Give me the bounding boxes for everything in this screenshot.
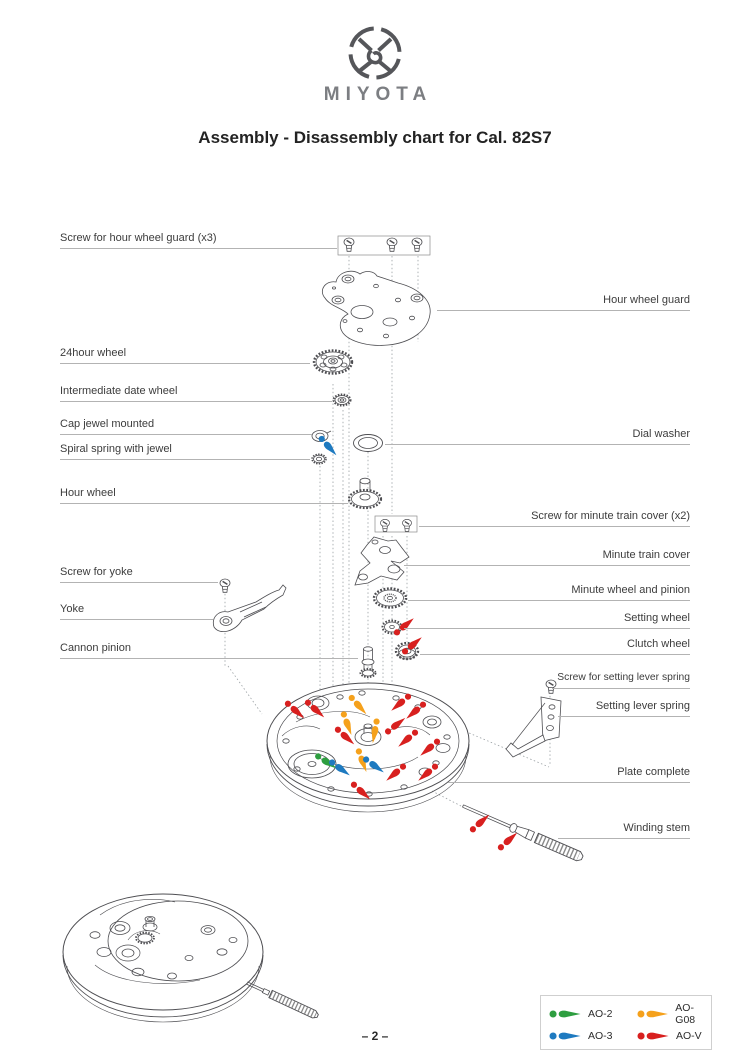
label-winding-stem: Winding stem: [558, 821, 690, 839]
spiral-spring-drawing: [312, 454, 326, 464]
green-arrow-icon: [549, 1007, 583, 1021]
label-setting-wheel: Setting wheel: [404, 611, 690, 629]
legend-item-ao2: [549, 1002, 637, 1026]
page-title: Assembly - Disassembly chart for Cal. 82S7: [198, 128, 552, 147]
legend-label: AO-G08: [675, 1002, 696, 1026]
label-screw-for-yoke: Screw for yoke: [60, 565, 218, 583]
brand-name: MIYOTA: [323, 84, 433, 105]
label-screw-minute-train-cover: Screw for minute train cover (x2): [419, 509, 690, 527]
label-24hour-wheel: 24hour wheel: [60, 346, 310, 364]
label-plate-complete: Plate complete: [448, 765, 690, 783]
label-cap-jewel-mounted: Cap jewel mounted: [60, 417, 312, 435]
screws-hour-wheel-guard: [338, 236, 430, 255]
hour-wheel-guard-drawing: [322, 271, 430, 345]
label-minute-train-cover: Minute train cover: [404, 548, 690, 566]
legend-label: AO-2: [588, 1008, 613, 1020]
legend-label: AO-3: [588, 1030, 613, 1042]
legend-item-aog08: [637, 1002, 713, 1026]
label-screw-hour-wheel-guard: Screw for hour wheel guard (x3): [60, 231, 337, 249]
hour-wheel-drawing: [349, 478, 381, 508]
label-clutch-wheel: Clutch wheel: [420, 637, 690, 655]
screws-minute-train-cover: [375, 516, 417, 532]
minute-train-cover-drawing: [355, 537, 409, 585]
assembled-movement-drawing: [63, 894, 319, 1022]
label-cannon-pinion: Cannon pinion: [60, 641, 358, 659]
label-minute-wheel-and-pinion: Minute wheel and pinion: [408, 583, 690, 601]
label-dial-washer: Dial washer: [385, 427, 690, 445]
label-hour-wheel: Hour wheel: [60, 486, 348, 504]
orange-arrow-icon: [637, 1007, 670, 1021]
plate-complete-drawing: [267, 683, 469, 812]
intermediate-date-wheel-drawing: [334, 395, 351, 406]
cannon-pinion-drawing: [361, 647, 376, 677]
label-intermediate-date-wheel: Intermediate date wheel: [60, 384, 332, 402]
yoke-drawing: [213, 579, 286, 632]
label-screw-setting-lever-spring: Screw for setting lever spring: [552, 671, 690, 689]
dial-washer-drawing: [354, 435, 383, 452]
setting-lever-spring-drawing: [506, 680, 561, 757]
label-hour-wheel-guard: Hour wheel guard: [437, 293, 690, 311]
24hour-wheel-drawing: [314, 351, 352, 374]
legend-label: AO-V: [676, 1030, 702, 1042]
label-yoke: Yoke: [60, 602, 213, 620]
minute-wheel-drawing: [374, 589, 406, 608]
page-number: – 2 –: [361, 1029, 389, 1043]
label-setting-lever-spring: Setting lever spring: [558, 699, 690, 717]
label-spiral-spring-with-jewel: Spiral spring with jewel: [60, 442, 310, 460]
